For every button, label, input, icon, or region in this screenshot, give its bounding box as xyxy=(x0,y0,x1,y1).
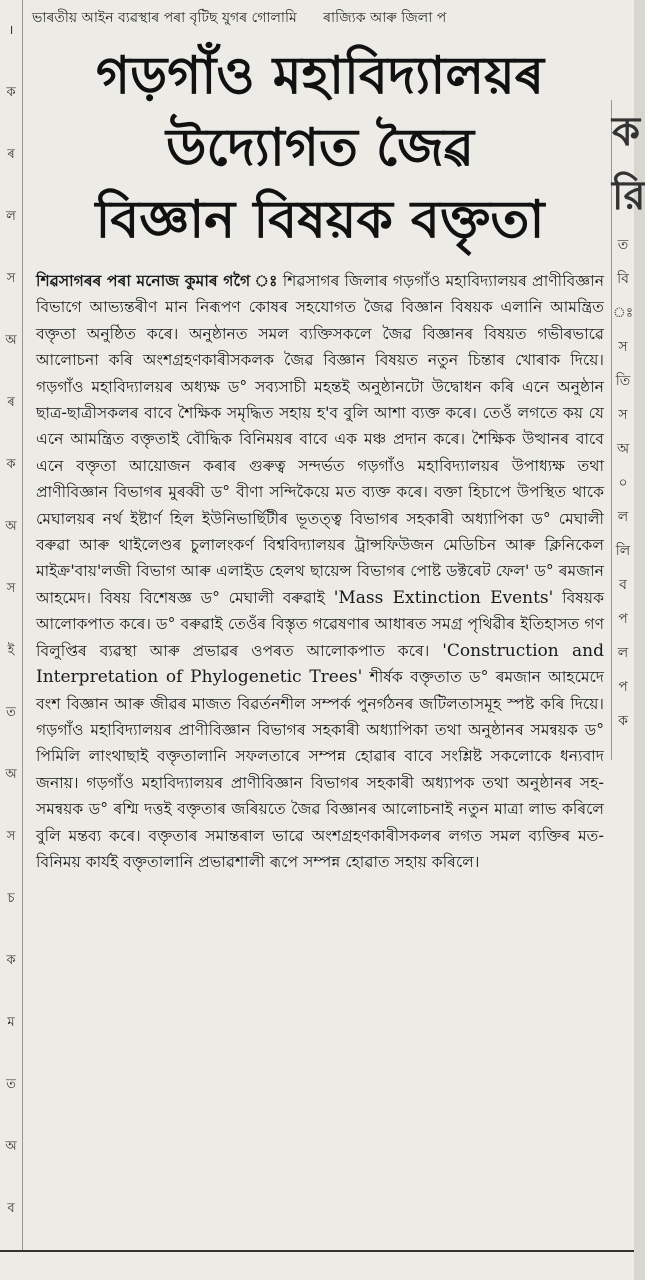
right-column-fragment: ল xyxy=(617,509,629,525)
bottom-rule xyxy=(0,1250,634,1252)
right-column-fragment: বি xyxy=(617,271,629,287)
headline-line-3: বিজ্ঞান বিষয়ক বক্তৃতা xyxy=(95,190,545,250)
left-column-fragment: ক xyxy=(6,953,16,968)
top-headline-right: ৰাজ্যিক আৰু জিলা প xyxy=(323,10,447,26)
left-column-fragment: স xyxy=(6,829,16,844)
right-column-fragment: ল xyxy=(617,645,629,661)
left-column-fragment: অ xyxy=(5,1139,17,1154)
right-column-fragment: অ xyxy=(616,441,630,457)
headline-line-2: উদ্যোগত জৈৱ xyxy=(165,118,475,178)
right-column-fragment: ০ xyxy=(618,475,628,491)
right-adjacent-column xyxy=(611,100,645,760)
left-column-fragment: ত xyxy=(6,1077,16,1092)
right-column-fragment: ব xyxy=(619,577,627,593)
left-column-fragment: স xyxy=(6,581,16,596)
right-column-headline-fragment: রি xyxy=(612,173,645,219)
left-column-fragment: স xyxy=(6,271,16,286)
right-column-text-fragments xyxy=(612,228,634,738)
left-column-fragment: ম xyxy=(7,1015,15,1030)
right-column-fragment: ক xyxy=(618,713,628,729)
left-column-fragment: ক xyxy=(6,85,16,100)
left-column-fragment: । xyxy=(8,23,14,38)
left-column-fragment: ক xyxy=(6,457,16,472)
article-headline xyxy=(30,40,610,256)
article-text-part-3: শীৰ্ষক বক্তৃতাত ড° ৰমজান আহমেদে বংশ বিজ্ঞান আৰু জীৱৰ মাজত বিৱৰ্তনশীল সম্পৰ্ক পুনৰ্গঠনৰ জটিলতাসমূহ স্পষ্ট কৰি দিয়ে। গড়গাঁও মহাবিদ্যালয়ৰ প্ৰাণীবিজ্ঞান বিভাগৰ সহকাৰী অধ্যাপিকা তথা অনুষ্ঠানৰ সমন্বয়ক ড° পিমিলি লাংথাছাই বক্তৃতালানি সফলতাৰে সম্পন্ন হোৱাৰ বাবে সংশ্লিষ্ট সকলোকে ধন্যবাদ জনায়। গড়গাঁও মহাবিদ্যালয়ৰ প্ৰাণীবিজ্ঞান বিভাগৰ সহকাৰী অধ্যাপক তথা অনুষ্ঠানৰ সহ-সমন্বয়ক ড° ৰশ্মি দত্তই বক্তৃতাৰ জৰিয়তে জৈৱ বিজ্ঞানৰ আলোচনাই নতুন মাত্ৰা লাভ কৰিলে বুলি মন্তব্য কৰে। বক্তৃতাৰ সমান্তৰাল ভাৱে অংশগ্ৰহণকাৰীসকলৰ লগত সমল ব্যক্তিৰ মত-বিনিময় কাৰ্যই বক্তৃতালানি প্ৰভাৱশালী ৰূপে সম্পন্ন হোৱাত সহায় কৰিলে। xyxy=(36,668,604,871)
right-column-fragment: স xyxy=(618,339,628,355)
article-text-part-2: বিষয়ক আলোকপাত কৰে। ড° বৰুৱাই তেওঁৰ বিস্তৃত গৱেষণাৰ আধাৰত সমগ্ৰ পৃথিৱীৰ ইতিহাসত গণ বিলুপ্তিৰ ব্যৱস্থা আৰু প্ৰভাৱৰ ওপৰত আলোকপাত কৰে। xyxy=(36,588,604,660)
left-column-fragment: ত xyxy=(6,705,16,720)
left-column-fragment: অ xyxy=(5,333,17,348)
left-column-fragment: ব xyxy=(7,1201,15,1216)
right-column-fragment: লি xyxy=(615,543,631,559)
lecture-title-2: 'Construction and Interpretation of Phylogenetic Trees' xyxy=(36,640,604,688)
right-column-fragment: তি xyxy=(615,373,631,389)
article-body xyxy=(36,268,604,875)
lecture-title-1: 'Mass Extinction Events' xyxy=(333,587,554,608)
right-column-fragment: ঃ xyxy=(612,305,634,321)
right-column-headline-fragment: ক xyxy=(612,109,640,155)
article-byline: শিৱসাগৰৰ পৰা মনোজ কুমাৰ গগৈ ঃ xyxy=(36,272,278,290)
left-column-fragment: ৰ xyxy=(7,395,15,410)
left-column-fragment: অ xyxy=(5,767,17,782)
left-column-fragment: অ xyxy=(5,519,17,534)
top-headline-left: ভাৰতীয় আইন ব্যৱস্থাৰ পৰা বৃটিছ যুগৰ গোলামি xyxy=(32,10,297,26)
left-column-fragment: ই xyxy=(7,643,15,658)
right-column-fragment: প xyxy=(618,611,628,627)
left-column-fragment: ৰ xyxy=(7,147,15,162)
left-column-fragment: চ xyxy=(7,891,15,906)
right-column-fragment: ত xyxy=(617,237,629,253)
left-column-fragment: ল xyxy=(6,209,16,224)
top-headlines-strip xyxy=(32,6,632,30)
right-column-fragment: প xyxy=(618,679,628,695)
right-column-fragment: স xyxy=(618,407,628,423)
headline-line-1: গড়গাঁও মহাবিদ্যালয়ৰ xyxy=(96,46,544,106)
article-text-part-1: শিৱসাগৰ জিলাৰ গড়গাঁও মহাবিদ্যালয়ৰ প্ৰাণীবিজ্ঞান বিভাগে আভ্যন্তৰীণ মান নিৰূপণ কোষৰ সহযোগত জৈৱ বিজ্ঞান বিষয়ক এলানি আমন্ত্ৰিত বক্তৃতা অনুষ্ঠিত কৰে। অনুষ্ঠানত সমল ব্যক্তিসকলে জৈৱ বিজ্ঞানৰ বিষয়ত গভীৰভাৱে আলোচনা কৰি অংশগ্ৰহণকাৰীসকলক জৈৱ বিজ্ঞান বিষয়ত নতুন চিন্তাৰ খোৰাক দিয়ে। গড়গাঁও মহাবিদ্যালয়ৰ অধ্যক্ষ ড° সব্যসাচী মহন্তই অনুষ্ঠানটো উদ্বোধন কৰি এনে অনুষ্ঠান ছাত্ৰ-ছাত্ৰীসকলৰ বাবে শৈক্ষিক সমৃদ্ধিত সহায় হ'ব বুলি আশা ব্যক্ত কৰে। তেওঁ লগতে কয় যে এনে আমন্ত্ৰিত বক্তৃতাই বৌদ্ধিক বিনিময়ৰ বাবে এক মঞ্চ প্ৰদান কৰে। শৈক্ষিক উত্থানৰ বাবে এনে বক্তৃতা আয়োজন কৰাৰ গুৰুত্ব সন্দৰ্ভত গড়গাঁও মহাবিদ্যালয়ৰ উপাধ্যক্ষ তথা প্ৰাণীবিজ্ঞান বিভাগৰ মুৰব্বী ড° বীণা সন্দিকৈয়ে মত ব্যক্ত কৰে। বক্তা হিচাপে উপস্থিত থাকে মেঘালয়ৰ নৰ্থ ইষ্টাৰ্ণ হিল ইউনিভাৰ্ছিটীৰ ভূতত্ত্ব বিভাগৰ সহকাৰী অধ্যাপিকা ড° মেঘালী বৰুৱা আৰু থাইলেণ্ডৰ চুলালংকৰ্ণ বিশ্ববিদ্যালয়ৰ ট্ৰান্সফিউজন মেডিচিন আৰু ক্লিনিকেল মাইক্ৰ'বায়'লজী বিভাগ আৰু এলাইড হেলথ ছায়েন্স বিভাগৰ পোষ্ট ডক্টৰেট ফেল' ড° ৰমজান আহমেদ। বিষয় বিশেষজ্ঞ ড° মেঘালী বৰুৱাই xyxy=(36,272,604,607)
left-adjacent-column xyxy=(0,0,23,1250)
